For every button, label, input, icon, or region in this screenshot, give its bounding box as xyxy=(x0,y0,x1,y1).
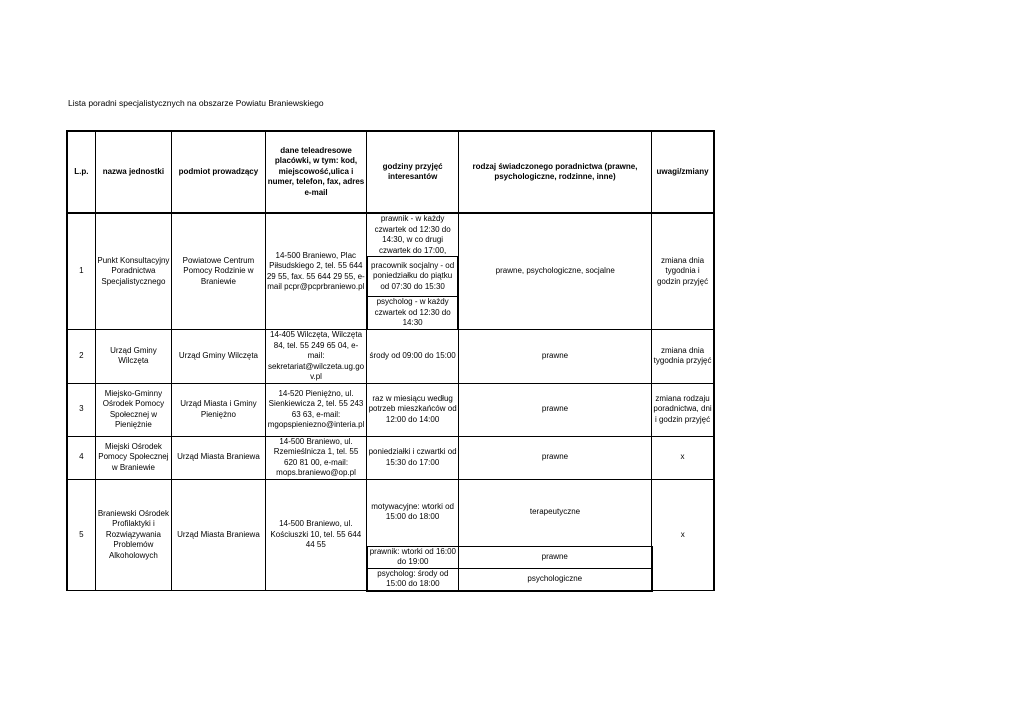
cell-notes: zmiana dnia tygodnia i godzin przyjęć xyxy=(652,213,714,330)
cell-hours: prawnik - w każdy czwartek od 12:30 do 14:30, w co drugi czwartek do 17:00, xyxy=(367,213,459,257)
table-row xyxy=(67,330,714,384)
cell-notes: x xyxy=(652,479,714,591)
cell-name: Miejski Ośrodek Pomocy Społecznej w Braniewie xyxy=(95,436,171,479)
cell-notes: x xyxy=(652,436,714,479)
cell-type: prawne xyxy=(458,383,651,436)
cell-type: prawne xyxy=(458,436,651,479)
cell-hours: pracownik socjalny - od poniedziałku do piątku od 07:30 do 15:30 xyxy=(367,257,459,297)
header-row xyxy=(67,131,714,213)
header-contact: dane teleadresowe placówki, w tym: kod, miejscowość,ulica i numer, telefon, fax, adres e-mail xyxy=(265,131,367,213)
cell-name: Urząd Gminy Wilczęta xyxy=(95,330,171,384)
cell-lp: 4 xyxy=(67,436,95,479)
cell-name: Braniewski Ośrodek Profilaktyki i Rozwiązywania Problemów Alkoholowych xyxy=(95,479,171,591)
cell-notes: zmiana dnia tygodnia przyjęć xyxy=(652,330,714,384)
cell-hours: psycholog: środy od 15:00 do 18:00 xyxy=(367,568,459,591)
cell-lp: 3 xyxy=(67,383,95,436)
cell-contact: 14-500 Braniewo, ul. Rzemieślnicza 1, tel. 55 620 81 00, e-mail: mops.braniewo@op.pl xyxy=(265,436,367,479)
counseling-table xyxy=(66,130,715,592)
header-type: rodzaj świadczonego poradnictwa (prawne, psychologiczne, rodzinne, inne) xyxy=(458,131,651,213)
cell-hours: raz w miesiącu według potrzeb mieszkańców od 12:00 do 14:00 xyxy=(367,383,459,436)
cell-hours: prawnik: wtorki od 16:00 do 19:00 xyxy=(367,546,459,568)
cell-lp: 1 xyxy=(67,213,95,330)
cell-hours: środy od 09:00 do 15:00 xyxy=(367,330,459,384)
cell-type: prawne xyxy=(458,330,651,384)
cell-lp: 5 xyxy=(67,479,95,591)
cell-type: psychologiczne xyxy=(458,568,651,591)
header-notes: uwagi/zmiany xyxy=(652,131,714,213)
cell-contact: 14-405 Wilczęta, Wilczęta 84, tel. 55 249 65 04, e-mail: sekretariat@wilczeta.ug.gov.pl xyxy=(265,330,367,384)
cell-notes: zmiana rodzaju poradnictwa, dni i godzin przyjęć xyxy=(652,383,714,436)
header-lp: L.p. xyxy=(67,131,95,213)
cell-contact: 14-520 Pieniężno, ul. Sienkiewicza 2, tel. 55 243 63 63, e-mail: mgopspieniezno@interia.pl xyxy=(265,383,367,436)
header-hours: godziny przyjęć interesantów xyxy=(367,131,459,213)
cell-operator: Urząd Gminy Wilczęta xyxy=(172,330,266,384)
cell-name: Miejsko-Gminny Ośrodek Pomocy Społecznej w Pieniężnie xyxy=(95,383,171,436)
header-operator: podmiot prowadzący xyxy=(172,131,266,213)
cell-operator: Urząd Miasta Braniewa xyxy=(172,436,266,479)
cell-hours: poniedziałki i czwartki od 15:30 do 17:00 xyxy=(367,436,459,479)
table-row xyxy=(67,436,714,479)
cell-hours: motywacyjne: wtorki od 15:00 do 18:00 xyxy=(367,479,459,546)
cell-contact: 14-500 Braniewo, Plac Piłsudskiego 2, tel. 55 644 29 55, fax. 55 644 29 55, e-mail pcpr@pcprbraniewo.pl xyxy=(265,213,367,330)
cell-operator: Urząd Miasta i Gminy Pieniężno xyxy=(172,383,266,436)
cell-operator: Urząd Miasta Braniewa xyxy=(172,479,266,591)
cell-type: prawne xyxy=(458,546,651,568)
cell-contact: 14-500 Braniewo, ul. Kościuszki 10, tel. 55 644 44 55 xyxy=(265,479,367,591)
cell-type: prawne, psychologiczne, socjalne xyxy=(458,213,651,330)
cell-operator: Powiatowe Centrum Pomocy Rodzinie w Braniewie xyxy=(172,213,266,330)
table-row xyxy=(67,383,714,436)
table-row xyxy=(67,479,714,546)
cell-name: Punkt Konsultacyjny Poradnictwa Specjalistycznego xyxy=(95,213,171,330)
cell-hours: psycholog - w każdy czwartek od 12:30 do 14:30 xyxy=(367,297,459,330)
document-title: Lista poradni specjalistycznych na obszarze Powiatu Braniewskiego xyxy=(68,98,324,108)
table-row xyxy=(67,213,714,257)
cell-type: terapeutyczne xyxy=(458,479,651,546)
header-name: nazwa jednostki xyxy=(95,131,171,213)
cell-lp: 2 xyxy=(67,330,95,384)
